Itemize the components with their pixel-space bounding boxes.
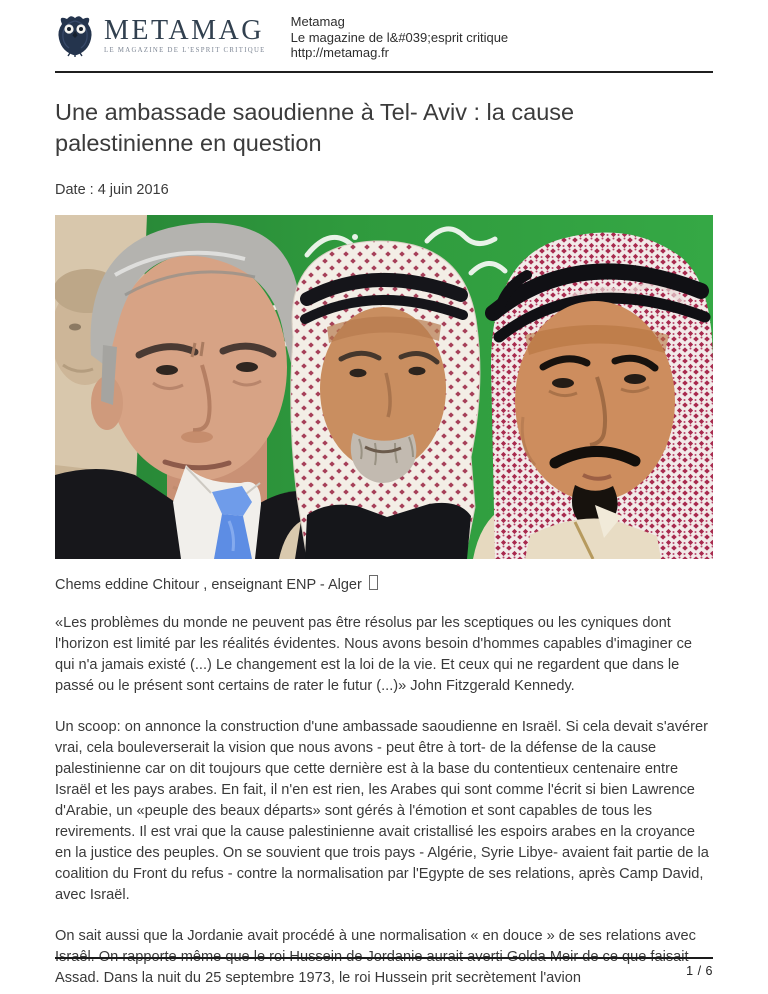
site-name: Metamag	[290, 14, 345, 29]
paragraph-quote-kennedy: «Les problèmes du monde ne peuvent pas être résolus par les sceptiques ou les cyniques dont l'horizon est limité par les réalités évidentes. Nous avons besoin d'hommes capables d'imaginer ce qui n'a jamais existé (...) Le changement est la loi de la vie. Et ceux qui ne regardent que dans le passé ou le présent sont certains de rater le futur (...)» John Fitzgerald Kennedy.	[55, 614, 693, 694]
figure-salman	[473, 232, 713, 558]
missing-glyph-box	[369, 575, 378, 590]
article-title: Une ambassade saoudienne à Tel- Aviv : la cause palestinienne en question	[55, 98, 575, 156]
header-divider	[55, 71, 713, 73]
site-info	[291, 13, 509, 61]
metamag-logo	[55, 13, 266, 57]
caption-text: Chems eddine Chitour , enseignant ENP - Alger	[55, 576, 362, 593]
page-number: 1 / 6	[686, 964, 713, 978]
site-description: Le magazine de l&#039;esprit critique	[290, 29, 509, 45]
photo-caption	[55, 575, 713, 593]
site-url: http://metamag.fr	[290, 45, 389, 60]
brand-tagline: LE MAGAZINE DE L'ESPRIT CRITIQUE	[104, 46, 266, 54]
owl-logo-icon	[55, 13, 95, 57]
page-footer	[55, 957, 713, 978]
page-header	[55, 13, 713, 61]
article-date: Date : 4 juin 2016	[55, 181, 169, 198]
paragraph-scoop: Un scoop: on annonce la construction d'une ambassade saoudienne en Israël. Si cela devait s'avérer vrai, cela bouleverserait la vision que nous avons - peut être à tort- de la défense de la cause palestinienne car on dit toujours que cette dernière est à la base du contentieux centenaire entre Israël et les pays arabes. En fait, il n'en est rien, les Arabes qui sont comme l'écrit si bien Lawrence d'Arabie, un «peuple des beaux départs» sont gérés à l'émotion et sont capables de tous les revirements. Il est vrai que la cause palestinienne avait cristallisé les espoirs arabes en la croyance en la justice des peuples. On se souvient que trois pays - Algérie, Syrie Libye- avaient fait partie de la coalition du Front du refus - contre la normalisation par l'Egypte de ses relations, après Camp David, avec Israël.	[55, 718, 709, 903]
brand-wordmark: METAMAG	[104, 14, 264, 46]
paragraph-jordanie: On sait aussi que la Jordanie avait procédé à une normalisation « en douce » de ses relations avec Israêl. On rapporte même que le roi Hussein de Jordanie aurait averti Golda Meir de ce que faisait Assad. Dans la nuit du 25 septembre 1973, le roi Hussein prit secrètement l'avion	[55, 927, 696, 986]
figure-bandar	[279, 240, 480, 558]
article-photo	[55, 215, 713, 559]
photomontage-saudi-flag	[55, 215, 713, 559]
article-body	[55, 613, 713, 989]
